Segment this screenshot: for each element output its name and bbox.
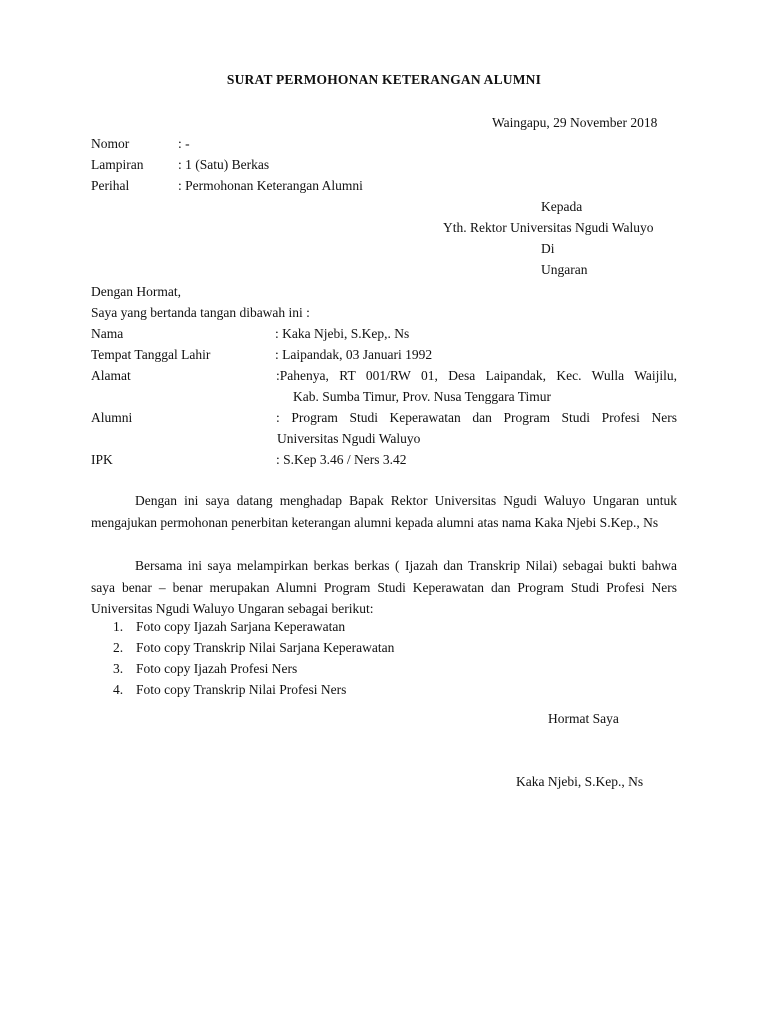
identity-alumni-value-line1: : Program Studi Keperawatan dan Program Studi Profesi Ners: [276, 410, 677, 425]
identity-ipk-label: IPK: [91, 452, 113, 467]
place-date: Waingapu, 29 November 2018: [492, 115, 658, 130]
list-item-number: 1.: [113, 619, 124, 634]
list-item: [91, 637, 394, 658]
body-paragraph-2: Bersama ini saya melampirkan berkas berkas ( Ijazah dan Transkrip Nilai) sebagai bukti bahwa saya benar – benar merupakan Alumni Program Studi Keperawatan dan Program Studi Profesi Ners Universitas Ngudi Waluyo Ungaran sebagai berikut:: [91, 558, 677, 616]
recipient-kepada: Kepada: [541, 199, 583, 214]
identity-nama-value: : Kaka Njebi, S.Kep,. Ns: [275, 326, 410, 341]
greeting: Dengan Hormat,: [91, 284, 181, 299]
list-item-number: 3.: [113, 661, 124, 676]
identity-alumni-label: Alumni: [91, 410, 133, 425]
list-item: [91, 658, 394, 679]
closing-text: Hormat Saya: [548, 711, 619, 726]
reference-nomor-label: Nomor: [91, 136, 130, 151]
list-item: [91, 679, 394, 700]
identity-alamat-value-line1: :Pahenya, RT 001/RW 01, Desa Laipandak, Kec. Wulla Waijilu,: [276, 368, 677, 383]
body-paragraph-1: Dengan ini saya datang menghadap Bapak Rektor Universitas Ngudi Waluyo Ungaran untuk mengajukan permohonan penerbitan keterangan alumni kepada alumni atas nama Kaka Njebi S.Kep., Ns: [91, 493, 677, 530]
identity-nama-label: Nama: [91, 326, 124, 341]
identity-alumni-value-line2: Universitas Ngudi Waluyo: [277, 431, 421, 446]
reference-lampiran-label: Lampiran: [91, 157, 144, 172]
identity-ipk-value: : S.Kep 3.46 / Ners 3.42: [276, 452, 407, 467]
list-item-number: 2.: [113, 640, 124, 655]
list-item: [91, 616, 394, 637]
list-item-text: Foto copy Ijazah Sarjana Keperawatan: [136, 619, 346, 634]
reference-perihal-label: Perihal: [91, 178, 130, 193]
recipient-city: Ungaran: [541, 262, 588, 277]
identity-ttl-value: : Laipandak, 03 Januari 1992: [275, 347, 433, 362]
identity-ttl-label: Tempat Tanggal Lahir: [91, 347, 211, 362]
letter-title: SURAT PERMOHONAN KETERANGAN ALUMNI: [226, 72, 542, 87]
list-item-number: 4.: [113, 682, 124, 697]
intro-text: Saya yang bertanda tangan dibawah ini :: [91, 305, 310, 320]
recipient-di: Di: [541, 241, 555, 256]
list-item-text: Foto copy Transkrip Nilai Sarjana Keperawatan: [136, 640, 395, 655]
identity-alamat-value-line2: Kab. Sumba Timur, Prov. Nusa Tenggara Timur: [293, 389, 552, 404]
list-item-text: Foto copy Ijazah Profesi Ners: [136, 661, 298, 676]
recipient-name: Yth. Rektor Universitas Ngudi Waluyo: [443, 220, 654, 235]
attachment-list: [91, 616, 394, 700]
reference-nomor-value: : -: [178, 136, 190, 151]
reference-perihal-value: : Permohonan Keterangan Alumni: [178, 178, 363, 193]
signatory-name: Kaka Njebi, S.Kep., Ns: [516, 774, 644, 789]
list-item-text: Foto copy Transkrip Nilai Profesi Ners: [136, 682, 347, 697]
reference-lampiran-value: : 1 (Satu) Berkas: [178, 157, 270, 172]
identity-alamat-label: Alamat: [91, 368, 131, 383]
